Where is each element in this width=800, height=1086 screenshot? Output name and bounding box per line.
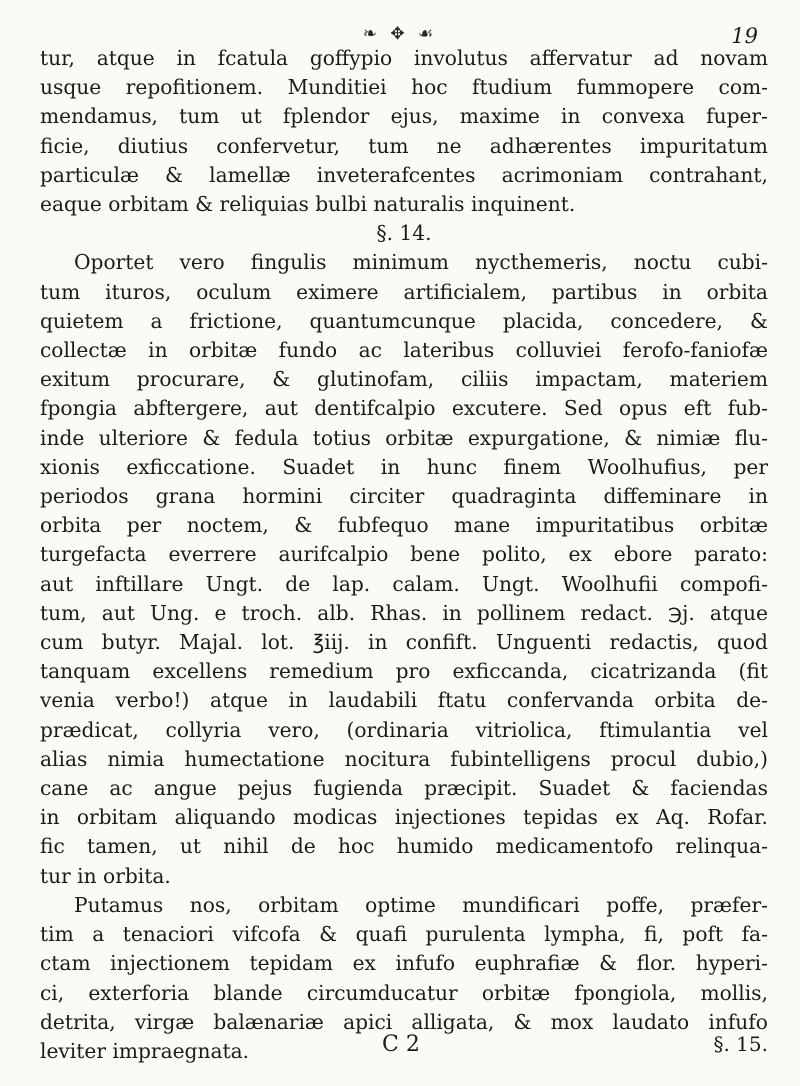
word: eft (683, 396, 712, 421)
word: aurifcalpio (278, 542, 389, 567)
word: nocitura (344, 746, 431, 771)
word: humido (396, 834, 474, 859)
word: orbita (40, 513, 102, 538)
word: aut (40, 571, 74, 596)
word: quietem (40, 308, 124, 333)
word: lympha, (544, 922, 626, 947)
word: grana (155, 484, 216, 509)
word: collyria (165, 717, 242, 742)
word: infufo (708, 1009, 768, 1034)
word: quod (716, 630, 768, 655)
word: collectæ (40, 338, 127, 363)
word: troch. (241, 600, 303, 625)
text-line (40, 44, 768, 73)
word: frictione, (189, 308, 283, 333)
word: (ordinaria (346, 717, 449, 742)
text-line (40, 453, 768, 482)
word: affervatur (529, 46, 632, 70)
word: fpongiola, (574, 980, 677, 1005)
word: Rhas. (370, 600, 428, 625)
word: fubfequo (337, 513, 429, 538)
word: orbitæ (699, 513, 768, 538)
word: ne (436, 133, 462, 158)
word: tum (40, 279, 81, 304)
word: impactam, (535, 367, 643, 392)
word: ftatu (437, 688, 487, 713)
word: fummopere (576, 75, 695, 100)
word: ferofo-faniofæ (622, 338, 768, 363)
word: dentifcalpio (314, 396, 436, 421)
word: lot. (261, 630, 295, 655)
word: tur, (40, 46, 75, 70)
word: inde (40, 425, 85, 450)
word: tim (40, 922, 74, 947)
text-line (40, 628, 768, 657)
word: humectatione (184, 746, 325, 771)
word: alias (40, 746, 88, 771)
text-line (40, 511, 768, 540)
word: ut (179, 834, 202, 859)
word: fplendor (282, 104, 370, 129)
word: confervetur, (216, 133, 341, 158)
word: & (749, 308, 768, 333)
word: exterforia (88, 980, 190, 1005)
word: fi, (644, 922, 664, 947)
word: vero (179, 250, 225, 275)
word: tepidas (523, 805, 598, 830)
word: cum (40, 630, 84, 655)
text-line (40, 716, 768, 745)
word: ituros, (105, 279, 172, 304)
text-line (40, 745, 768, 774)
word: ex (352, 951, 376, 976)
word: ficie, (40, 133, 90, 158)
word: Munditiei (287, 75, 387, 100)
word: in (561, 104, 581, 129)
text-line: leviter impraegnata. (40, 1038, 250, 1063)
word: excutere. (451, 396, 548, 421)
word: relinqua- (675, 834, 768, 859)
word: atque (96, 46, 155, 70)
word: euphrafiæ (474, 951, 580, 976)
word: in (368, 630, 388, 655)
word: orbitæ (481, 980, 551, 1005)
word: de (290, 834, 316, 859)
word: ℥iij. (312, 630, 350, 655)
text-line (40, 832, 768, 861)
word: convexa (601, 104, 685, 129)
word: orbita (654, 688, 716, 713)
word: quafi (355, 922, 408, 947)
word: quantumcunque (309, 308, 476, 333)
word: modicas (293, 805, 378, 830)
word: tum, (40, 600, 87, 625)
word: maxime (459, 104, 540, 129)
word: poft (682, 922, 724, 947)
word: alligata, (411, 1009, 495, 1034)
word: involutus (413, 46, 508, 70)
word: tamen, (87, 834, 158, 859)
word: præfer- (690, 892, 768, 917)
word: aliquando (174, 805, 276, 830)
text-line (40, 73, 768, 102)
word: pollinem (476, 600, 566, 625)
word: ciliis (460, 367, 509, 392)
word: orbitæ (385, 425, 454, 450)
word: Rofar. (707, 805, 768, 830)
word: Unguenti (495, 630, 592, 655)
word: flor. (636, 951, 677, 976)
word: tenaciori (122, 922, 214, 947)
word: virgæ (134, 1009, 195, 1034)
word: a (150, 308, 163, 333)
word: verbo!) (115, 688, 190, 713)
word: in (288, 688, 308, 713)
word: abftergere, (133, 396, 249, 421)
word: artificialem, (403, 279, 528, 304)
word: & (294, 513, 313, 538)
word: atque (709, 600, 768, 625)
word: particulæ (40, 162, 139, 187)
word: oculum (196, 279, 272, 304)
word: Ungt. (205, 571, 264, 596)
word: purulenta (425, 922, 526, 947)
word: vero, (268, 717, 320, 742)
word: lap. (332, 571, 371, 596)
word: Ung. (150, 600, 200, 625)
text-line (40, 979, 768, 1008)
text-line (40, 570, 768, 599)
word: finem (503, 454, 562, 479)
word: in (176, 46, 196, 70)
word: glutinofam, (317, 367, 435, 392)
word: placida, (502, 308, 584, 333)
section-heading: §. 14. (376, 221, 432, 246)
word: quadraginta (451, 484, 577, 509)
word: fa- (741, 922, 768, 947)
word: alb. (317, 600, 356, 625)
page-number: 19 (731, 24, 758, 48)
word: per (126, 513, 162, 538)
word: atque (209, 688, 268, 713)
word: confervanda (506, 688, 634, 713)
word: cubi- (717, 250, 768, 275)
word: turgefacta (40, 542, 147, 567)
word: de (285, 571, 311, 596)
word: Oportet (74, 250, 154, 275)
word: inftillare (95, 571, 184, 596)
word: in (662, 279, 682, 304)
text-line (40, 424, 768, 453)
word: pejus (237, 776, 293, 801)
word: detrita, (40, 1009, 116, 1034)
word: orbitæ (188, 338, 258, 363)
page-footer (40, 1032, 768, 1064)
word: partibus (551, 279, 638, 304)
word: ac (358, 338, 382, 363)
text-line (40, 540, 768, 569)
word: ad (653, 46, 679, 70)
word: hoc (337, 834, 375, 859)
text-line: eaque orbitam & reliquias bulbi naturalis inquinent. (40, 192, 576, 217)
text-line: tur in orbita. (40, 863, 171, 888)
word: exitum (40, 367, 111, 392)
text-line (40, 278, 768, 307)
text-line (40, 307, 768, 336)
word: diffeminare (603, 484, 722, 509)
word: per (733, 454, 768, 479)
word: Woolhufii (561, 571, 658, 596)
word: usque (40, 75, 102, 100)
word: novam (700, 46, 768, 70)
word: & (513, 1009, 532, 1034)
word: Suadet (538, 776, 611, 801)
header-ornament: ❧ ✥ ☙ (362, 24, 438, 44)
word: in (148, 338, 168, 363)
word: xionis (40, 454, 100, 479)
word: diutius (117, 133, 189, 158)
word: hoc (411, 75, 448, 100)
word: faciendas (670, 776, 768, 801)
signature-mark: C 2 (382, 1032, 420, 1057)
word: in (442, 600, 462, 625)
word: dubio,) (696, 746, 768, 771)
word: butyr. (101, 630, 161, 655)
body-text (40, 44, 768, 1066)
word: Suadet (282, 454, 355, 479)
word: cane (40, 776, 89, 801)
word: fubintelligens (450, 746, 591, 771)
word: tum (368, 133, 409, 158)
word: injectiones (394, 805, 506, 830)
catchword: §. 15. (713, 1032, 768, 1056)
word: noctu (633, 250, 692, 275)
word: totius (312, 425, 371, 450)
word: mundificari (462, 892, 580, 917)
word: balænariæ (213, 1009, 324, 1034)
word: circiter (349, 484, 425, 509)
word: orbitam (258, 892, 339, 917)
word: mollis, (700, 980, 768, 1005)
word: circumducatur (306, 980, 458, 1005)
word: materiem (669, 367, 768, 392)
word: ac (109, 776, 133, 801)
text-line (40, 657, 768, 686)
text-line (40, 132, 768, 161)
word: optime (365, 892, 436, 917)
word: periodos (40, 484, 129, 509)
word: fpongia (40, 396, 117, 421)
word: procul (610, 746, 677, 771)
word: impuritatibus (535, 513, 675, 538)
text-line (40, 102, 768, 131)
word: ftudium (472, 75, 553, 100)
word: fub- (727, 396, 768, 421)
word: ci, (40, 980, 65, 1005)
text-line (40, 365, 768, 394)
word: venia (40, 688, 95, 713)
word: infufo (395, 951, 456, 976)
word: excellens (152, 659, 248, 684)
word: lamellæ (209, 162, 291, 187)
word: nihil (223, 834, 269, 859)
word: polito, (481, 542, 547, 567)
word: remedium (269, 659, 374, 684)
word: Majal. (179, 630, 244, 655)
word: & (202, 425, 221, 450)
word: ex (568, 542, 592, 567)
word: blande (213, 980, 283, 1005)
word: procurare, (136, 367, 246, 392)
word: de- (736, 688, 768, 713)
word: prædicat, (40, 717, 139, 742)
word: pro (395, 659, 431, 684)
text-line (40, 599, 768, 628)
text-line (40, 920, 768, 949)
word: injectionem (110, 951, 230, 976)
word: fic (40, 834, 65, 859)
word: hunc (426, 454, 478, 479)
word: tanquam (40, 659, 131, 684)
word: ejus, (390, 104, 439, 129)
word: vel (738, 717, 768, 742)
word: colluviei (515, 338, 602, 363)
word: fundo (278, 338, 338, 363)
text-line (40, 248, 768, 277)
word: tum (179, 104, 220, 129)
word: fedula (234, 425, 299, 450)
word: noctem, (186, 513, 269, 538)
word: & (272, 367, 291, 392)
word: opus (618, 396, 668, 421)
word: repofitionem. (125, 75, 264, 100)
word: tepidam (249, 951, 334, 976)
word: hormini (242, 484, 323, 509)
word: concedere, (610, 308, 723, 333)
word: Sed (563, 396, 603, 421)
word: eximere (296, 279, 379, 304)
word: aut (101, 600, 135, 625)
word: fugienda (313, 776, 404, 801)
word: nycthemeris, (474, 250, 608, 275)
word: ebore (613, 542, 673, 567)
word: minimum (352, 250, 449, 275)
word: fcatula (217, 46, 289, 70)
word: e (214, 600, 227, 625)
word: everrere (168, 542, 257, 567)
word: goffypio (309, 46, 393, 70)
word: in (380, 454, 401, 479)
text-line (40, 336, 768, 365)
word: Aq. (655, 805, 690, 830)
word: & (624, 425, 643, 450)
word: hyperi- (695, 951, 768, 976)
word: contrahant, (649, 162, 768, 187)
word: apici (343, 1009, 393, 1034)
word: fuper- (706, 104, 768, 129)
word: Putamus (74, 892, 164, 917)
word: cicatrizanda (590, 659, 717, 684)
word: in (748, 484, 768, 509)
word: vitriolica, (475, 717, 573, 742)
word: inveterafcentes (316, 162, 476, 187)
word: ulteriore (98, 425, 189, 450)
word: (fit (738, 659, 768, 684)
word: expurgatione, (467, 425, 610, 450)
word: in (40, 805, 60, 830)
word: calam. (392, 571, 460, 596)
word: exficcanda, (452, 659, 569, 684)
word: exficcatione. (126, 454, 256, 479)
word: angue (153, 776, 217, 801)
word: compofi- (679, 571, 768, 596)
text-line (40, 891, 768, 920)
word: ftimulantia (599, 717, 712, 742)
word: mane (454, 513, 511, 538)
word: impuritatum (639, 133, 768, 158)
word: orbitam (76, 805, 158, 830)
text-line (40, 394, 768, 423)
word: poffe, (606, 892, 665, 917)
word: acrimoniam (501, 162, 623, 187)
word: & (631, 776, 650, 801)
word: lateribus (403, 338, 495, 363)
word: Woolhufius, (587, 454, 707, 479)
word: parato: (694, 542, 768, 567)
word: a (92, 922, 105, 947)
word: flu- (734, 425, 768, 450)
word: laudato (612, 1009, 690, 1034)
word: præcipit. (424, 776, 518, 801)
word: nimia (107, 746, 165, 771)
word: com- (718, 75, 768, 100)
text-line (40, 774, 768, 803)
text-line (40, 161, 768, 190)
word: & (319, 922, 338, 947)
text-line (40, 803, 768, 832)
word: aut (264, 396, 298, 421)
word: orbita (706, 279, 768, 304)
word: ut (240, 104, 262, 129)
word: laudabili (328, 688, 418, 713)
word: ex (615, 805, 639, 830)
word: fingulis (250, 250, 327, 275)
word: ctam (40, 951, 91, 976)
word: confift. (405, 630, 478, 655)
word: Ungt. (482, 571, 540, 596)
text-line (40, 686, 768, 715)
text-line (40, 949, 768, 978)
word: vifcofa (232, 922, 301, 947)
word: adhærentes (489, 133, 612, 158)
word: redactis, (609, 630, 699, 655)
word: nimiæ (656, 425, 721, 450)
word: ℈j. (668, 600, 695, 625)
word: & (165, 162, 184, 187)
text-line (40, 482, 768, 511)
word: mox (550, 1009, 594, 1034)
word: medicamentofo (495, 834, 654, 859)
word: redact. (580, 600, 653, 625)
word: nos, (189, 892, 232, 917)
word: mendamus, (40, 104, 158, 129)
word: & (599, 951, 618, 976)
word: bene (410, 542, 461, 567)
